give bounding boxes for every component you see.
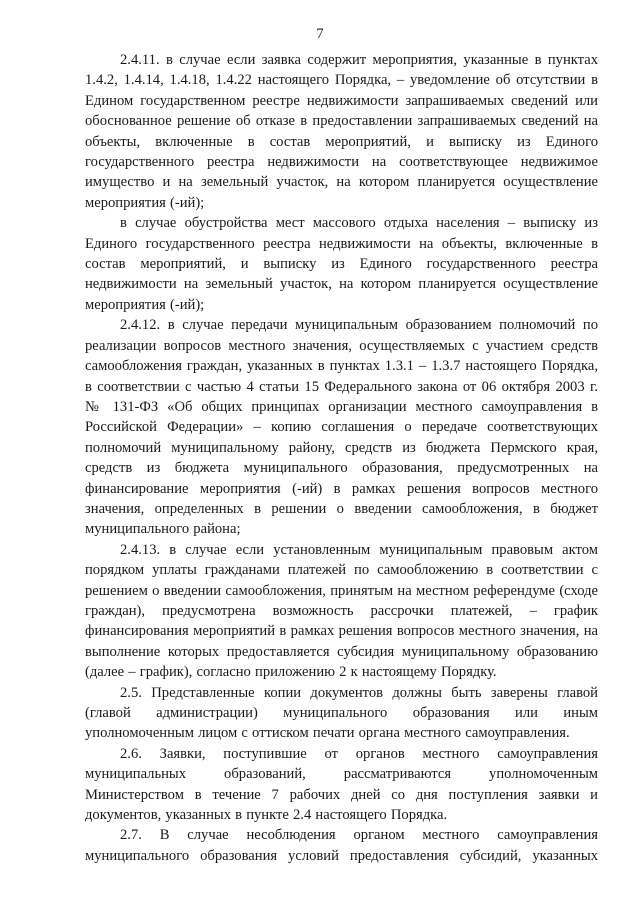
paragraph-2-4-13: 2.4.13. в случае если установленным муниципальным правовым актом порядком уплаты гражданами платежей по самообложению в соответствии с решением о введении самообложения, принятым на местном референдуме (сходе граждан), предусмотрена возможность рассрочки платежей, – график финансирования мероприятий в рамках решения вопросов местного значения, на выполнение которых предоставляется субсидия муниципальному образованию (далее – график), согласно приложению 2 к настоящему Порядку. <box>85 541 598 681</box>
paragraph-2-6: 2.6. Заявки, поступившие от органов местного самоуправления муниципальных образований, рассматриваются уполномоченным Министерством в течение 7 рабочих дней со дня поступления заявки и документов, указанных в пункте 2.4 настоящего Порядка. <box>85 745 598 824</box>
paragraph-2-4-12: 2.4.12. в случае передачи муниципальным образованием полномочий по реализации вопросов местного значения, осуществляемых с участием средств самообложения граждан, указанных в пунктах 1.3.1 – 1.3.7 настоящего Порядка, в соответствии с частью 4 статьи 15 Федерального закона от 06 октября 2003 г. № 131-ФЗ «Об общих принципах организации местного самоуправления в Российской Федерации» – копию соглашения о передаче соответствующих полномочий муниципальному району, средств из бюджета Пермского края, средств из бюджета муниципального образования, предусмотренных на финансирование мероприятия (-ий) в рамках решения вопросов местного значения, определенных в решении о введении самообложения, в бюджет муниципального района; <box>85 317 598 538</box>
paragraph-2-4-11: 2.4.11. в случае если заявка содержит мероприятия, указанные в пунктах 1.4.2, 1.4.14, 1.4.18, 1.4.22 настоящего Порядка, – уведомление об отсутствии в Едином государственном реестре недвижимости запрашиваемых сведений или обоснованное решение об отказе в предоставлении запрашиваемых сведений на объекты, включенные в состав мероприятий, и выписку из Единого государственного реестра недвижимости на соответствующее недвижимое имущество и на земельный участок, на котором планируется осуществление мероприятия (-ий); <box>85 52 598 211</box>
page-number: 7 <box>316 26 324 42</box>
paragraph-mass-recreation: в случае обустройства мест массового отдыха населения – выписку из Единого государственного реестра недвижимости на объекты, включенные в состав мероприятий, и выписку из Единого государственного реестра недвижимости на земельный участок, на котором планируется осуществление мероприятия (-ий); <box>85 215 598 313</box>
paragraph-2-7: 2.7. В случае несоблюдения органом местного самоуправления муниципального образования условий предоставления субсидий, указанных <box>85 827 598 864</box>
paragraph-2-5: 2.5. Представленные копии документов должны быть заверены главой (главой администрации) муниципального образования или иным уполномоченным лицом с оттиском печати органа местного самоуправления. <box>85 684 598 742</box>
document-body <box>85 50 598 866</box>
